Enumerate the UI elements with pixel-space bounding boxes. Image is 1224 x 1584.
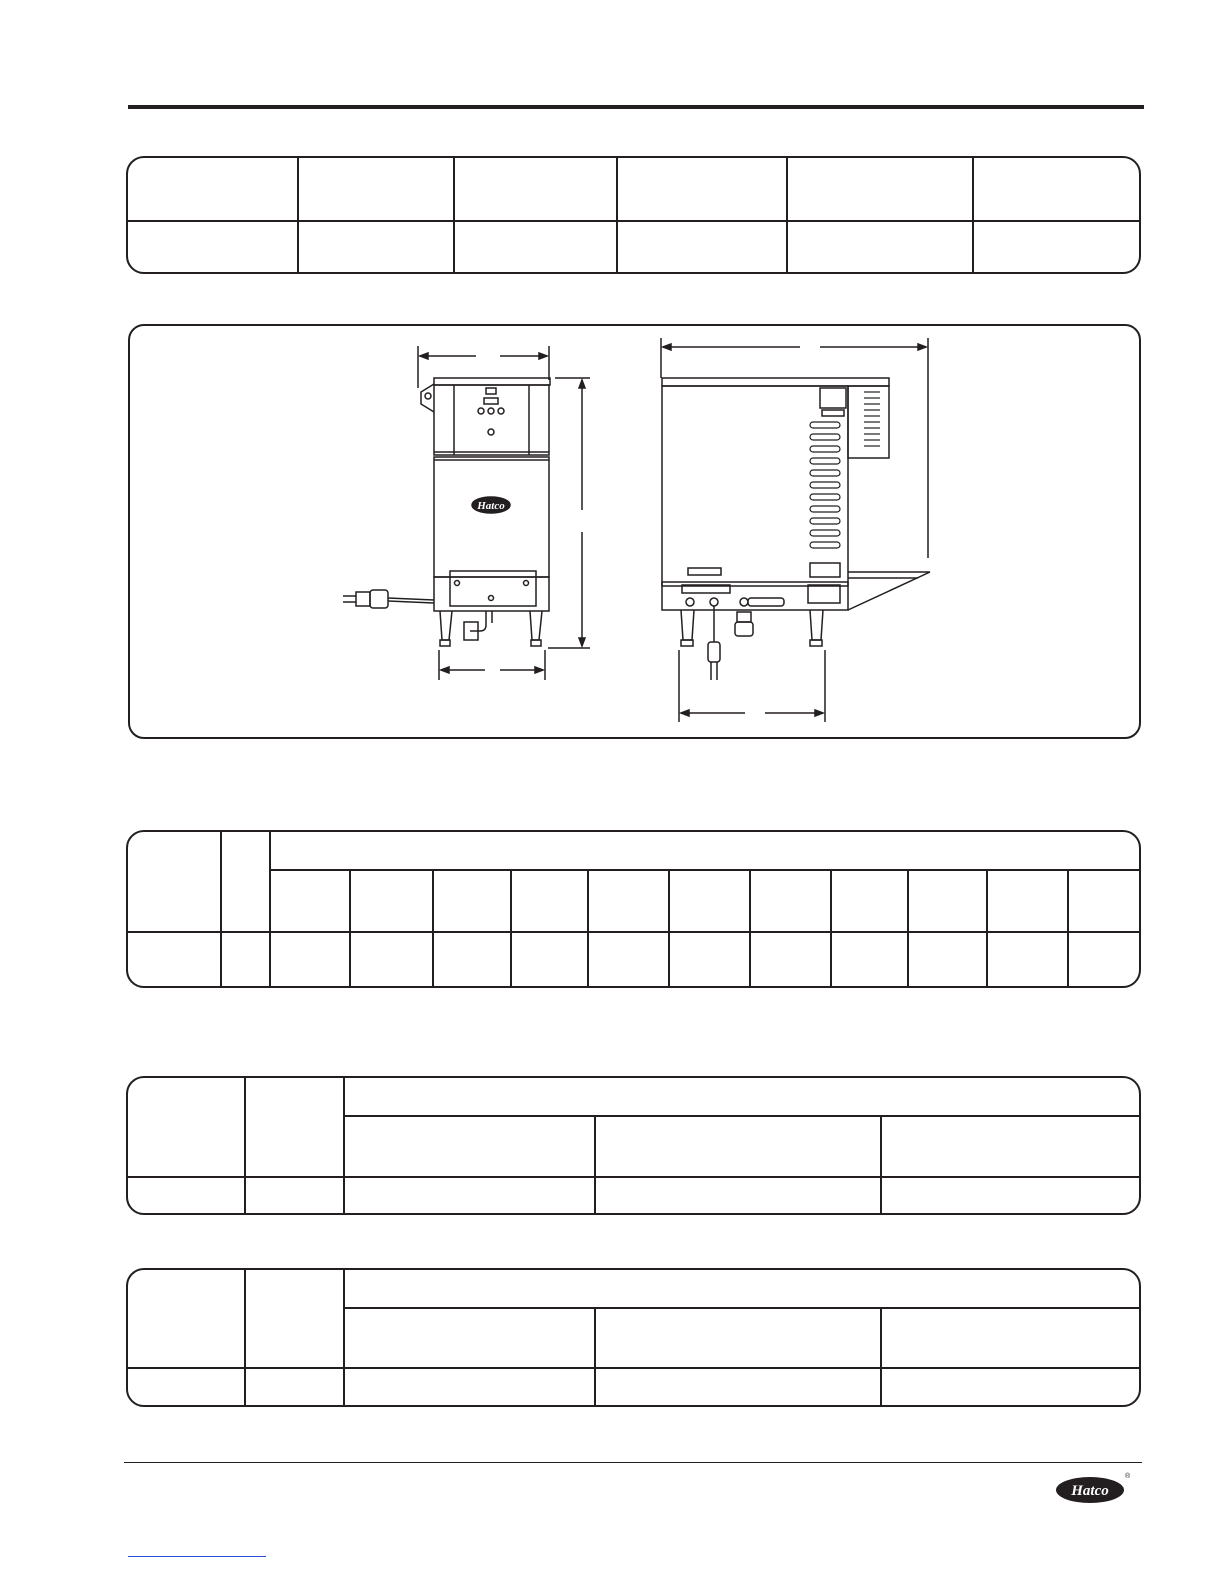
capacity-table-b: [126, 1268, 1141, 1407]
registered-mark: ®: [1125, 1473, 1130, 1480]
dimension-drawing: [128, 324, 1141, 739]
capacity-grid-b: [128, 1270, 1141, 1407]
header-rule: [128, 105, 1144, 109]
electrical-spec-grid: [128, 832, 1141, 988]
side-view: [661, 338, 930, 722]
model-spec-grid: [128, 158, 1141, 274]
capacity-grid-a: [128, 1078, 1141, 1215]
front-view: [343, 346, 590, 680]
front-logo-text: Hatco: [477, 500, 505, 512]
footer-rule: [124, 1462, 1142, 1463]
hatco-logo-text: Hatco: [1071, 1483, 1109, 1499]
electrical-spec-table: [126, 830, 1141, 988]
model-spec-table: [126, 156, 1141, 274]
dimension-diagram-panel: [128, 324, 1141, 739]
hyperlink-underline[interactable]: [128, 1556, 266, 1557]
capacity-table-a: [126, 1076, 1141, 1215]
hatco-logo: [1054, 1470, 1130, 1504]
